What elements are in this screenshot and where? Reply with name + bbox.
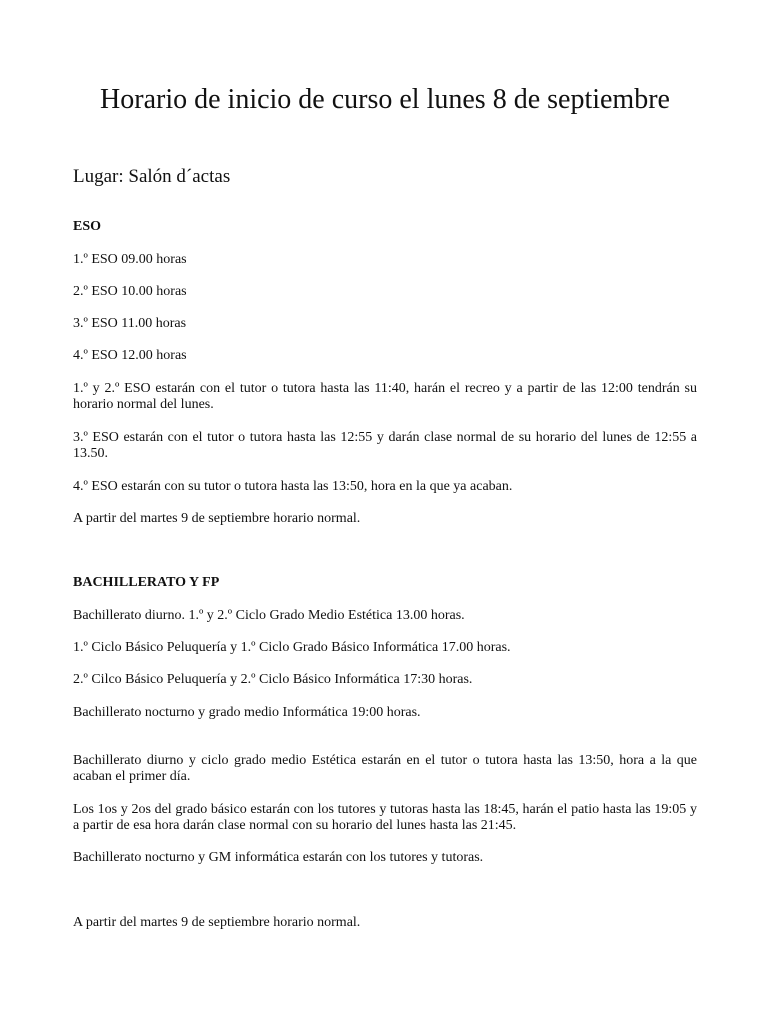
page-title: Horario de inicio de curso el lunes 8 de septiembre xyxy=(100,84,670,115)
schedule-item: Bachillerato diurno. 1.º y 2.º Ciclo Grado Medio Estética 13.00 horas. xyxy=(73,608,465,623)
note-paragraph: 3.º ESO estarán con el tutor o tutora hasta las 12:55 y darán clase normal de su horario del lunes de 12:55 a 13.50. xyxy=(73,430,697,461)
schedule-item: Bachillerato nocturno y grado medio Informática 19:00 horas. xyxy=(73,705,421,720)
schedule-item: 1.º Ciclo Básico Peluquería y 1.º Ciclo Grado Básico Informática 17.00 horas. xyxy=(73,640,511,655)
section-heading-bachillerato: BACHILLERATO Y FP xyxy=(73,575,220,590)
note-paragraph: Bachillerato diurno y ciclo grado medio Estética estarán en el tutor o tutora hasta las 13:50, hora a la que acaban el primer día. xyxy=(73,753,697,784)
note-paragraph: Bachillerato nocturno y GM informática estarán con los tutores y tutoras. xyxy=(73,850,484,865)
note-paragraph: Los 1os y 2os del grado básico estarán con los tutores y tutoras hasta las 18:45, harán el patio hasta las 19:05 y a partir de esa hora darán clase normal con su horario del lunes hasta las 21:45. xyxy=(73,802,697,833)
closing-note: A partir del martes 9 de septiembre horario normal. xyxy=(73,915,361,930)
location-line: Lugar: Salón d´actas xyxy=(73,166,231,187)
schedule-item: 2.º Cilco Básico Peluquería y 2.º Ciclo Básico Informática 17:30 horas. xyxy=(73,672,473,687)
schedule-item: 1.º ESO 09.00 horas xyxy=(73,252,187,267)
section-heading-eso: ESO xyxy=(73,219,102,234)
schedule-item: 2.º ESO 10.00 horas xyxy=(73,284,187,299)
closing-note: A partir del martes 9 de septiembre horario normal. xyxy=(73,511,361,526)
schedule-item: 3.º ESO 11.00 horas xyxy=(73,316,187,331)
note-paragraph: 4.º ESO estarán con su tutor o tutora hasta las 13:50, hora en la que ya acaban. xyxy=(73,479,513,494)
schedule-item: 4.º ESO 12.00 horas xyxy=(73,348,187,363)
note-paragraph: 1.º y 2.º ESO estarán con el tutor o tutora hasta las 11:40, harán el recreo y a partir de las 12:00 tendrán su horario normal del lunes. xyxy=(73,381,697,412)
